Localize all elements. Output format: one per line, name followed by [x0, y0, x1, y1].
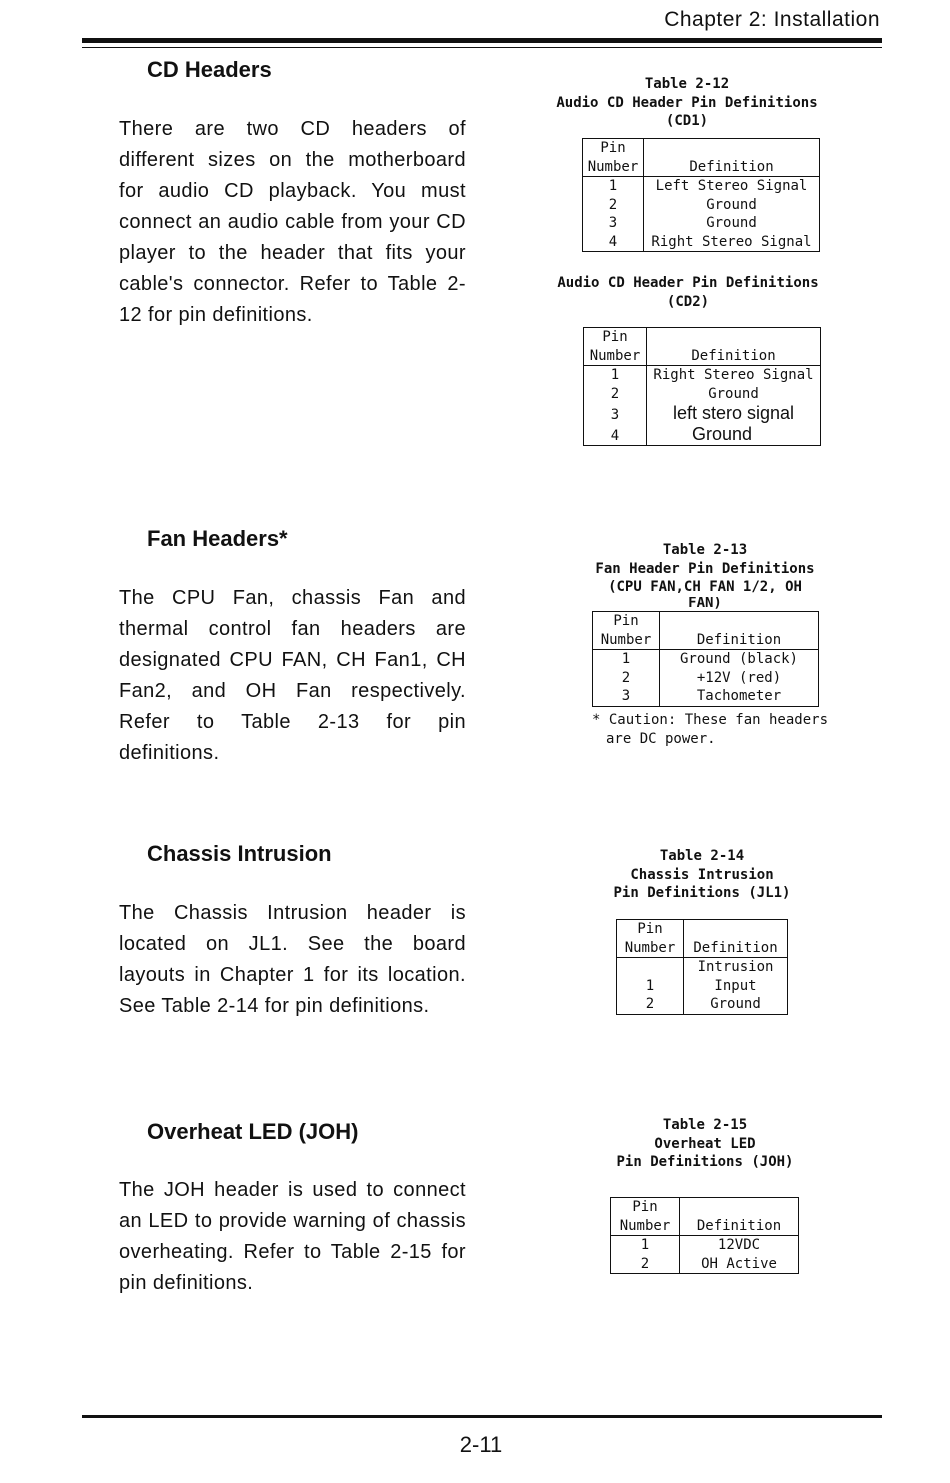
caption-line: Audio CD Header Pin Definitions — [557, 275, 819, 291]
pin-cell: 1 — [617, 958, 684, 996]
header-cell-pin: Pin Number — [611, 1198, 680, 1236]
pin-cell: 2 — [617, 995, 684, 1014]
section-body-overheat: The JOH header is used to connect an LED to provide warning of chassis overheating. Refer to Table 2-15 for pin definitions. — [119, 1179, 466, 1294]
header-cell-pin: Pin Number — [593, 612, 660, 650]
table-row — [611, 1255, 799, 1274]
table-header-row — [593, 612, 819, 650]
definition-cell: Tachometer — [696, 688, 782, 704]
table-row — [584, 403, 821, 424]
pin-cell: 2 — [583, 196, 644, 215]
definition-cell: Intrusion Input — [697, 959, 774, 994]
table-row — [583, 196, 820, 215]
caption-line: Overheat LED — [654, 1135, 756, 1152]
header-cell-pin: Pin Number — [583, 139, 644, 177]
caption-line: Table 2-15 — [662, 1117, 748, 1133]
pin-cell: 1 — [583, 177, 644, 196]
table-header-row — [583, 139, 820, 177]
caption-line: (CD2) — [666, 293, 710, 310]
definition-cell: Ground — [706, 196, 757, 213]
header-cell-definition: Definition — [660, 612, 819, 650]
header-cell-definition: Definition — [684, 920, 788, 958]
table-2-15 — [610, 1197, 799, 1274]
note-line: are DC power. — [606, 731, 716, 747]
section-heading-chassis: Chassis Intrusion — [147, 841, 332, 866]
table-row — [593, 687, 819, 706]
definition-cell: Ground (black) — [679, 651, 798, 667]
table-row — [583, 214, 820, 233]
table-2-13 — [592, 611, 819, 707]
table-2-14-caption — [580, 847, 824, 903]
caption-line: Audio CD Header Pin Definitions — [556, 94, 818, 111]
pin-cell: 2 — [584, 385, 647, 404]
section-heading-fan: Fan Headers* — [147, 526, 288, 551]
pin-cell: 3 — [584, 403, 647, 424]
caution-note — [592, 711, 828, 749]
header-cell-pin: Pin Number — [584, 328, 647, 366]
definition-cell: Ground — [710, 996, 761, 1012]
section-body-fan: The CPU Fan, chassis Fan and thermal control fan headers are designated CPU FAN, CH Fan1, CH Fan2, and OH Fan respectively. Refer to Table 2-13 for pin definitions. — [119, 587, 466, 764]
caption-line: Table 2-12 — [644, 76, 730, 92]
definition-cell: left stero signal — [672, 403, 795, 423]
caption-line: FAN) — [688, 596, 722, 609]
pin-cell: 4 — [584, 424, 647, 446]
table-header-row — [617, 920, 788, 958]
pin-cell: 2 — [611, 1255, 680, 1274]
table-cd2 — [583, 327, 821, 446]
header-cell-definition: Definition — [647, 328, 821, 366]
pin-cell: 4 — [583, 233, 644, 252]
pin-cell: 1 — [584, 366, 647, 385]
pin-cell: 1 — [611, 1236, 680, 1255]
table-row — [593, 669, 819, 688]
definition-cell: Left Stereo Signal — [655, 178, 808, 194]
table-row — [617, 995, 788, 1014]
table-row — [617, 958, 788, 996]
definition-cell: +12V (red) — [696, 669, 782, 686]
definition-cell: Ground — [706, 215, 757, 231]
pin-cell: 1 — [593, 650, 660, 669]
table-row — [611, 1236, 799, 1255]
caption-line: Pin Definitions (JOH) — [616, 1154, 794, 1170]
header-cell-definition: Definition — [644, 139, 820, 177]
chapter-title: Chapter 2: Installation — [664, 8, 880, 31]
caption-line: Table 2-14 — [659, 848, 745, 864]
table-row — [583, 177, 820, 196]
caption-line: Table 2-13 — [662, 542, 748, 558]
pin-cell: 3 — [583, 214, 644, 233]
caption-line: Pin Definitions (JL1) — [613, 885, 791, 901]
table-2-13-caption — [580, 541, 830, 609]
table-row — [584, 366, 821, 385]
table-2-12 — [582, 138, 820, 252]
table-row — [584, 424, 821, 446]
caption-line: (CPU FAN,CH FAN 1/2, OH — [608, 579, 802, 595]
definition-cell: Ground — [692, 424, 753, 444]
definition-cell: Right Stereo Signal — [653, 367, 814, 383]
section-body-cd: There are two CD headers of different sizes on the motherboard for audio CD playback. You must connect an audio cable from your CD player to the header that fits your cable's connector. Refer to Table 2-12 for pin definitions. — [119, 118, 466, 326]
table-row — [584, 385, 821, 404]
page-number: 2-11 — [459, 1432, 503, 1457]
table-2-12-caption — [540, 75, 834, 131]
note-line: * Caution: These fan headers — [592, 712, 829, 728]
header-cell-definition: Definition — [680, 1198, 799, 1236]
table-2-14 — [616, 919, 788, 1015]
definition-cell: Right Stereo Signal — [651, 233, 812, 250]
caption-line: Fan Header Pin Definitions — [595, 560, 815, 577]
definition-cell: OH Active — [701, 1255, 777, 1272]
section-body-chassis: The Chassis Intrusion header is located on JL1. See the board layouts in Chapter 1 for its location. See Table 2-14 for pin definitions. — [119, 902, 466, 1017]
footer-rule — [82, 1415, 882, 1418]
caption-line: Chassis Intrusion — [630, 866, 774, 883]
definition-cell: Ground — [708, 385, 759, 402]
pin-cell: 2 — [593, 669, 660, 688]
header-rule-thin — [82, 47, 882, 48]
table-cd2-caption — [540, 274, 836, 311]
header-cell-pin: Pin Number — [617, 920, 684, 958]
table-2-15-caption — [580, 1116, 830, 1172]
header-rule-thick — [82, 38, 882, 43]
table-row — [583, 233, 820, 252]
pin-cell: 3 — [593, 687, 660, 706]
table-row — [593, 650, 819, 669]
section-heading-cd: CD Headers — [147, 57, 272, 82]
table-header-row — [611, 1198, 799, 1236]
table-header-row — [584, 328, 821, 366]
definition-cell: 12VDC — [717, 1237, 761, 1253]
section-heading-overheat: Overheat LED (JOH) — [147, 1119, 359, 1144]
caption-line: (CD1) — [665, 113, 709, 129]
